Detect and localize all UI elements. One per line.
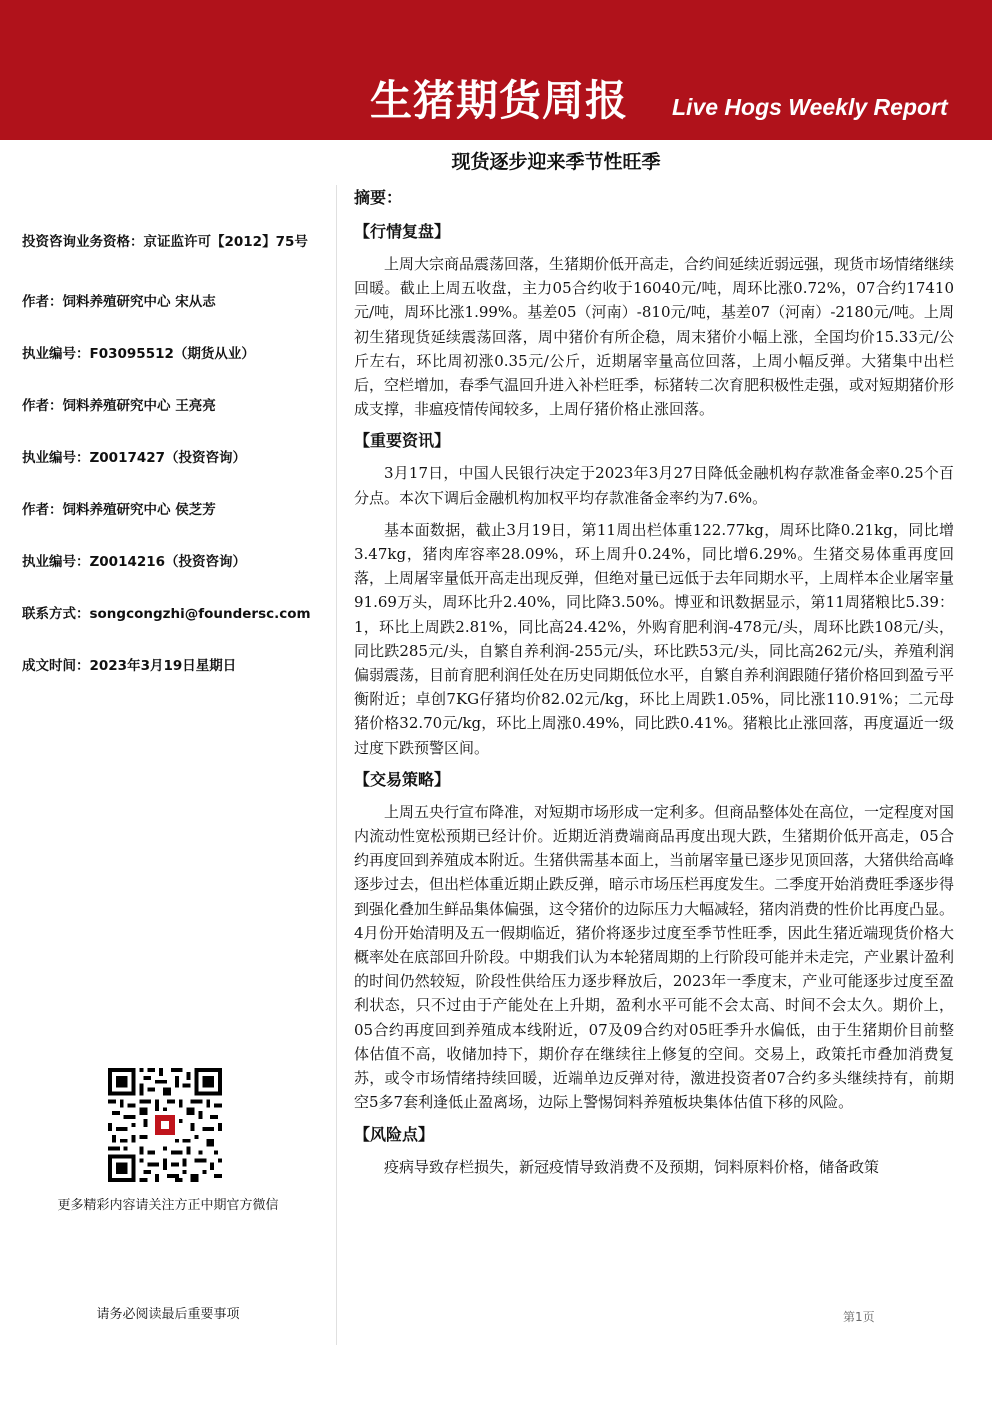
section-heading-risk: 【风险点】	[354, 1124, 435, 1144]
paragraph: 上周五央行宣布降准，对短期市场形成一定利多。但商品整体处在高位，一定程度对国内流动性宽松预期已经计价。近期近消费端商品再度出现大跌，生猪期价低开高走，05合约再度回到养殖成本附近。生猪供需基本面上，当前屠宰量已逐步见顶回落，大猪供给高峰逐步过去，但出栏体重近期止跌反弹，暗示市场压栏再度发生。二季度开始消费旺季逐步得到强化叠加生鲜品集体偏强，这令猪价的边际压力大幅减轻，猪肉消费的性价比再度凸显。4月份开始清明及五一假期临近，猪价将逐步过度至季节性旺季，因此生猪近端现货价格大概率处在底部回升阶段。中期我们认为本轮猪周期的上行阶段可能并未走完，产业累计盈利的时间仍然较短，阶段性供给压力逐步释放后，2023年一季度末，产业可能逐步过度至盈利状态，只不过由于产能处在上升期，盈利水平可能不会太高、时间不会太久。期价上，05合约再度回到养殖成本线附近，07及09合约对05旺季升水偏低，由于生猪期价目前整体估值不高，收储加持下，期价存在继续往上修复的空间。交易上，政策托市叠加消费复苏，或令市场情绪持续回暖，近端单边反弹对待，激进投资者07合约多头继续持有，前期空5多7套利逢低止盈离场，边际上警惕饲料养殖板块集体估值下移的风险。	[354, 802, 955, 1112]
main-content	[354, 186, 954, 1187]
column-divider	[336, 185, 337, 1345]
qr-caption: 更多精彩内容请关注方正中期官方微信	[57, 1198, 279, 1213]
abstract-label: 摘要：	[354, 188, 403, 207]
contact-line: 联系方式：songcongzhi@foundersc.com	[22, 606, 311, 622]
paragraph: 疫病导致存栏损失，新冠疫情导致消费不及预期，饲料原料价格，储备政策	[384, 1157, 880, 1176]
qualification-line: 投资咨询业务资格：京证监许可【2012】75号	[22, 234, 308, 250]
author-line: 作者：饲料养殖研究中心 王亮亮	[22, 398, 216, 414]
author-line: 作者：饲料养殖研究中心 侯芝芳	[22, 502, 216, 518]
paragraph: 3月17日，中国人民银行决定于2023年3月27日降低金融机构存款准备金率0.25个百分点。本次下调后金融机构加权平均存款准备金率约为7.6%。	[354, 464, 954, 507]
license-line: 执业编号：Z0017427（投资咨询）	[22, 450, 247, 466]
footer-note: 请务必阅读最后重要事项	[96, 1307, 240, 1322]
section-heading-market-review: 【行情复盘】	[354, 222, 451, 241]
paragraph: 上周大宗商品震荡回落，生猪期价低开高走，合约间延续近弱远强，现货市场情绪继续回暖。截止上周五收盘，主力05合约收于16040元/吨，周环比涨0.72%，07合约17410元/吨，周环比涨1.99%。基差05（河南）-810元/吨，基差07（河南）-2180元/吨。上周初生猪现货延续震荡回落，周中猪价有所企稳，周末猪价小幅上涨，全国均价15.33元/公斤左右，环比周初涨0.35元/公斤，近期屠宰量高位回落，上周小幅反弹。大猪集中出栏后，空栏增加，春季气温回升进入补栏旺季，标猪转二次育肥积极性走强，或对短期猪价形成支撑，非瘟疫情传闻较多，上周仔猪价格止涨回落。	[354, 255, 955, 419]
section-heading-strategy: 【交易策略】	[354, 769, 451, 789]
paragraph: 基本面数据，截止3月19日，第11周出栏体重122.77kg，周环比降0.21kg，同比增3.47kg，猪肉库容率28.09%，环上周升0.24%，同比增6.29%。生猪交易体重再度回落，上周屠宰量低开高走出现反弹，但绝对量已远低于去年同期水平，上周样本企业屠宰量91.69万头，周环比升2.40%，同比降3.50%。博亚和讯数据显示，第11周猪粮比5.39：1，环比上周跌2.81%，同比高24.42%，外购育肥利润-478元/头，周环比跌108元/头，同比跌285元/头，自繁自养利润-255元/头，环比跌53元/头，同比高262元/头，养殖利润偏弱震荡，目前育肥利润任处在历史同期低位水平，自繁自养利润跟随仔猪价格回到盈亏平衡附近；卓创7KG仔猪均价82.02元/kg，环比上周跌1.05%，同比涨110.91%；二元母猪价格32.70元/kg，环比上周涨0.49%，同比跌0.41%。猪粮比止涨回落，再度逼近一级过度下跌预警区间。	[354, 520, 955, 757]
page-number: 第1页	[843, 1310, 875, 1324]
license-line: 执业编号：F03095512（期货从业）	[22, 346, 255, 362]
section-heading-news: 【重要资讯】	[354, 431, 451, 451]
report-title-en: Live Hogs Weekly Report	[672, 94, 948, 120]
date-line: 成文时间：2023年3月19日星期日	[22, 658, 237, 674]
qr-code-icon	[108, 1068, 222, 1182]
author-line: 作者：饲料养殖研究中心 宋从志	[22, 294, 216, 310]
license-line: 执业编号：Z0014216（投资咨询）	[22, 554, 247, 570]
report-subtitle: 现货逐步迎来季节性旺季	[451, 151, 661, 173]
report-title-cn: 生猪期货周报	[370, 76, 629, 125]
